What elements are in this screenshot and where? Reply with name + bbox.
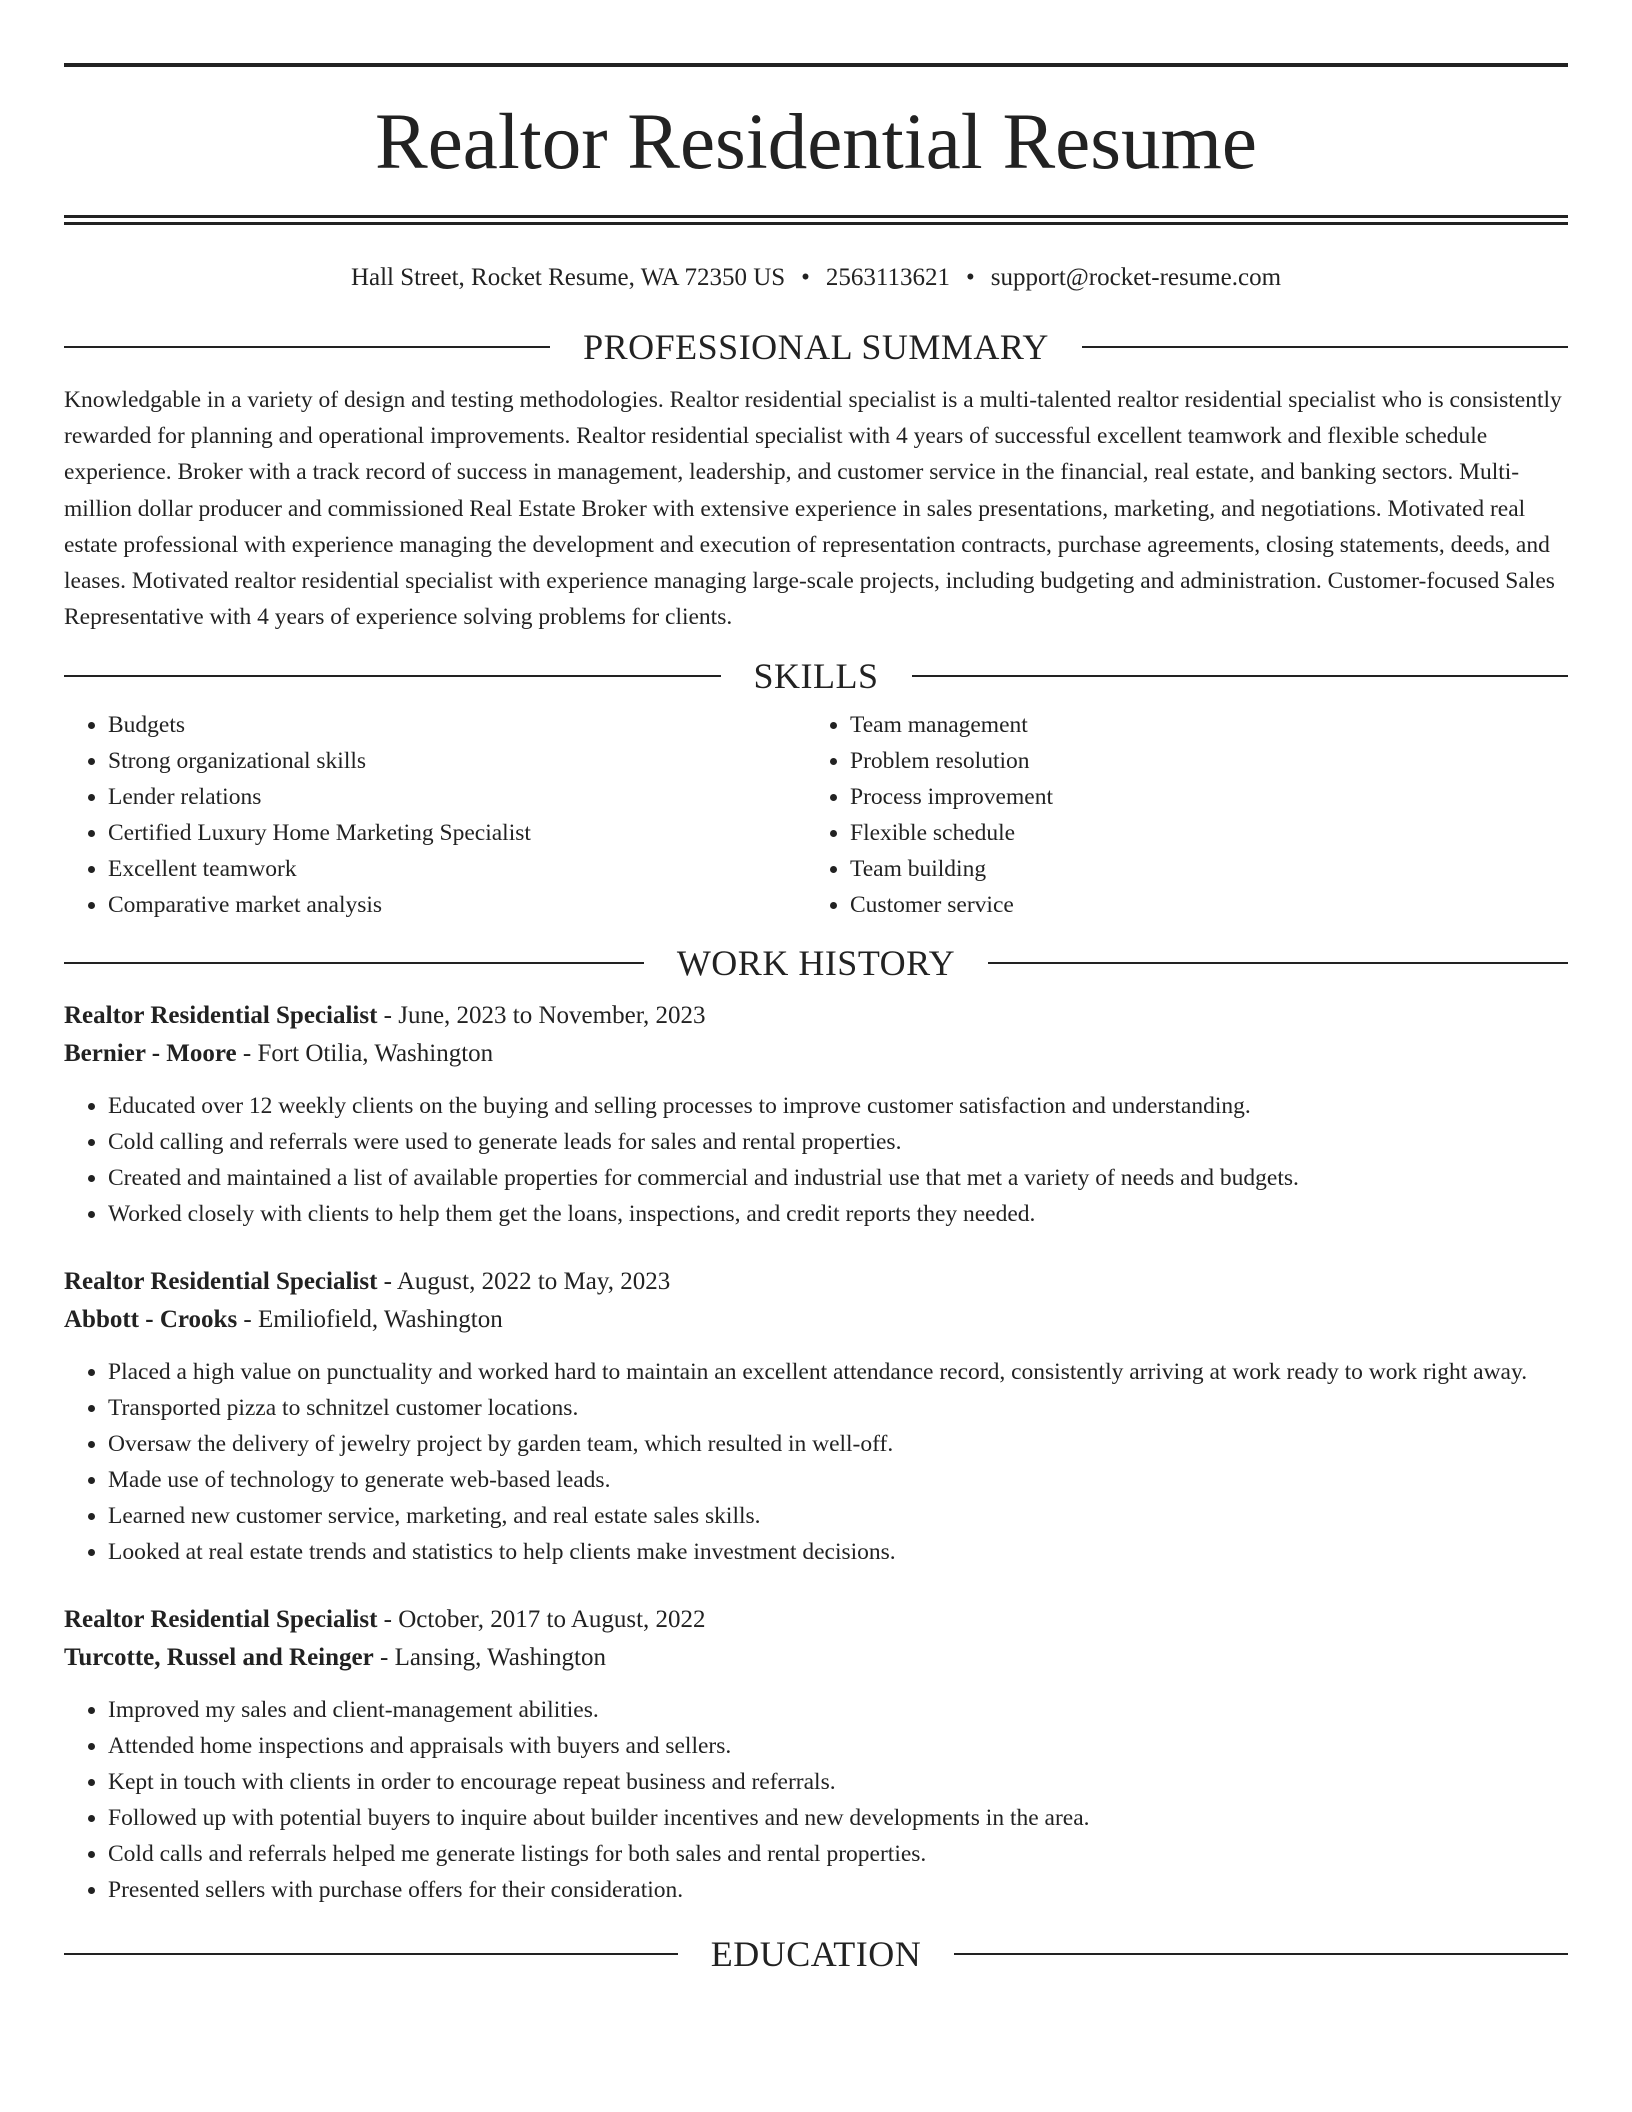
summary-text: Knowledgable in a variety of design and testing methodologies. Realtor residential specialist is a multi-talented realtor residential specialist who is consistently rewarded for planning and operational improvements. Realtor residential specialist with 4 years of successful excellent teamwork and flexible schedule experience. Broker with a track record of success in management, leadership, and customer service in the financial, real estate, and banking sectors. Multi-million dollar producer and commissioned Real Estate Broker with extensive experience in sales presentations, marketing, and negotiations. Motivated real estate professional with experience managing the development and execution of representation contracts, purchase agreements, closing statements, deeds, and leases. Motivated realtor residential specialist with experience managing large-scale projects, including budgeting and administration. Customer-focused Sales Representative with 4 years of experience solving problems for clients. — [64, 387, 1562, 631]
job-dash: - — [377, 1268, 397, 1296]
job-bullet: • Cold calling and referrals were used to generate leads for sales and rental properties. — [108, 1124, 1568, 1160]
skill-item: • Lender relations — [108, 779, 806, 815]
skill-item: • Budgets — [108, 707, 806, 743]
job-location: Lansing, Washington — [394, 1644, 606, 1672]
skill-item: • Flexible schedule — [850, 815, 1548, 851]
job-dash: - — [236, 1040, 258, 1068]
skills-heading — [64, 656, 1568, 696]
job-location: Emiliofield, Washington — [258, 1306, 503, 1334]
skill-item: • Process improvement — [850, 779, 1548, 815]
resume-page — [64, 0, 1568, 1974]
job-title: Realtor Residential Specialist — [64, 1268, 378, 1296]
skills-heading-label: SKILLS — [753, 656, 879, 697]
skill-item: • Customer service — [850, 887, 1548, 923]
job-bullets — [64, 1354, 1568, 1570]
skill-item: • Certified Luxury Home Marketing Specialist — [108, 815, 806, 851]
job-entry — [64, 1601, 1568, 1908]
job-title: Realtor Residential Specialist — [64, 1002, 378, 1030]
job-bullet: • Cold calls and referrals helped me generate listings for both sales and rental properties. — [108, 1836, 1568, 1872]
job-bullets — [64, 1088, 1568, 1232]
job-entry — [64, 997, 1568, 1232]
job-title-line — [64, 1263, 1568, 1301]
skill-item: • Team management — [850, 707, 1548, 743]
job-dates: June, 2023 to November, 2023 — [398, 1002, 706, 1030]
job-title-line — [64, 997, 1568, 1035]
skill-item: • Team building — [850, 851, 1548, 887]
job-bullet: • Placed a high value on punctuality and worked hard to maintain an excellent attendance record, consistently arriving at work ready to work right away. — [108, 1354, 1568, 1390]
job-company: Turcotte, Russel and Reinger — [64, 1644, 374, 1672]
skill-item: • Strong organizational skills — [108, 743, 806, 779]
job-title: Realtor Residential Specialist — [64, 1606, 378, 1634]
job-company: Bernier - Moore — [64, 1040, 237, 1068]
title-double-rule — [64, 215, 1568, 225]
job-bullet: • Transported pizza to schnitzel customer locations. — [108, 1390, 1568, 1426]
job-bullet: • Attended home inspections and appraisals with buyers and sellers. — [108, 1728, 1568, 1764]
contact-separator: • — [966, 264, 975, 291]
job-bullet: • Educated over 12 weekly clients on the buying and selling processes to improve customer satisfaction and understanding. — [108, 1088, 1568, 1124]
job-company-line — [64, 1639, 1568, 1677]
summary-heading-label: PROFESSIONAL SUMMARY — [583, 327, 1049, 367]
job-bullet: • Looked at real estate trends and statistics to help clients make investment decisions. — [108, 1534, 1568, 1570]
work-heading-label: WORK HISTORY — [676, 943, 956, 984]
job-bullet: • Created and maintained a list of available properties for commercial and industrial use that met a variety of needs and budgets. — [108, 1160, 1568, 1196]
contact-line — [64, 263, 1568, 293]
job-bullet: • Worked closely with clients to help them get the loans, inspections, and credit reports they needed. — [108, 1196, 1568, 1232]
job-dash: - — [237, 1306, 258, 1334]
job-dash: - — [377, 1606, 399, 1634]
heading-rule — [64, 1953, 678, 1955]
job-location: Fort Otilia, Washington — [257, 1040, 494, 1068]
job-company-line — [64, 1301, 1568, 1339]
job-bullets — [64, 1692, 1568, 1908]
job-company: Abbott - Crooks — [64, 1306, 238, 1334]
resume-title: Realtor Residential Resume — [375, 99, 1257, 186]
heading-rule — [64, 962, 644, 964]
job-bullet: • Learned new customer service, marketing, and real estate sales skills. — [108, 1498, 1568, 1534]
job-dash: - — [377, 1002, 399, 1030]
education-heading-label: EDUCATION — [710, 1934, 922, 1975]
job-bullet: • Oversaw the delivery of jewelry project by garden team, which resulted in well-off. — [108, 1426, 1568, 1462]
heading-rule — [64, 675, 721, 677]
heading-rule — [954, 1953, 1568, 1955]
heading-rule — [64, 346, 550, 348]
skill-item: • Problem resolution — [850, 743, 1548, 779]
work-heading — [64, 943, 1568, 983]
heading-rule — [988, 962, 1568, 964]
job-bullet: • Kept in touch with clients in order to encourage repeat business and referrals. — [108, 1764, 1568, 1800]
education-heading — [64, 1934, 1568, 1974]
contact-email[interactable]: support@rocket-resume.com — [990, 264, 1282, 291]
job-entry — [64, 1263, 1568, 1570]
job-dates: October, 2017 to August, 2022 — [398, 1606, 706, 1634]
top-rule — [64, 63, 1568, 67]
skills-column-right — [806, 707, 1548, 923]
heading-rule — [912, 675, 1569, 677]
job-company-line — [64, 1035, 1568, 1073]
job-bullet: • Followed up with potential buyers to inquire about builder incentives and new developments in the area. — [108, 1800, 1568, 1836]
contact-address: Hall Street, Rocket Resume, WA 72350 US — [350, 264, 786, 291]
job-dates: August, 2022 to May, 2023 — [396, 1268, 671, 1296]
heading-rule — [1082, 346, 1568, 348]
job-bullet: • Made use of technology to generate web-based leads. — [108, 1462, 1568, 1498]
skill-item: • Comparative market analysis — [108, 887, 806, 923]
summary-heading — [64, 327, 1568, 367]
job-bullet: • Improved my sales and client-management abilities. — [108, 1692, 1568, 1728]
contact-separator: • — [801, 264, 810, 291]
job-title-line — [64, 1601, 1568, 1639]
job-dash: - — [373, 1644, 395, 1672]
job-bullet: • Presented sellers with purchase offers for their consideration. — [108, 1872, 1568, 1908]
skills-column-left — [64, 707, 806, 923]
skill-item: • Excellent teamwork — [108, 851, 806, 887]
skills-list — [64, 707, 1568, 923]
contact-phone[interactable]: 2563113621 — [825, 264, 950, 291]
